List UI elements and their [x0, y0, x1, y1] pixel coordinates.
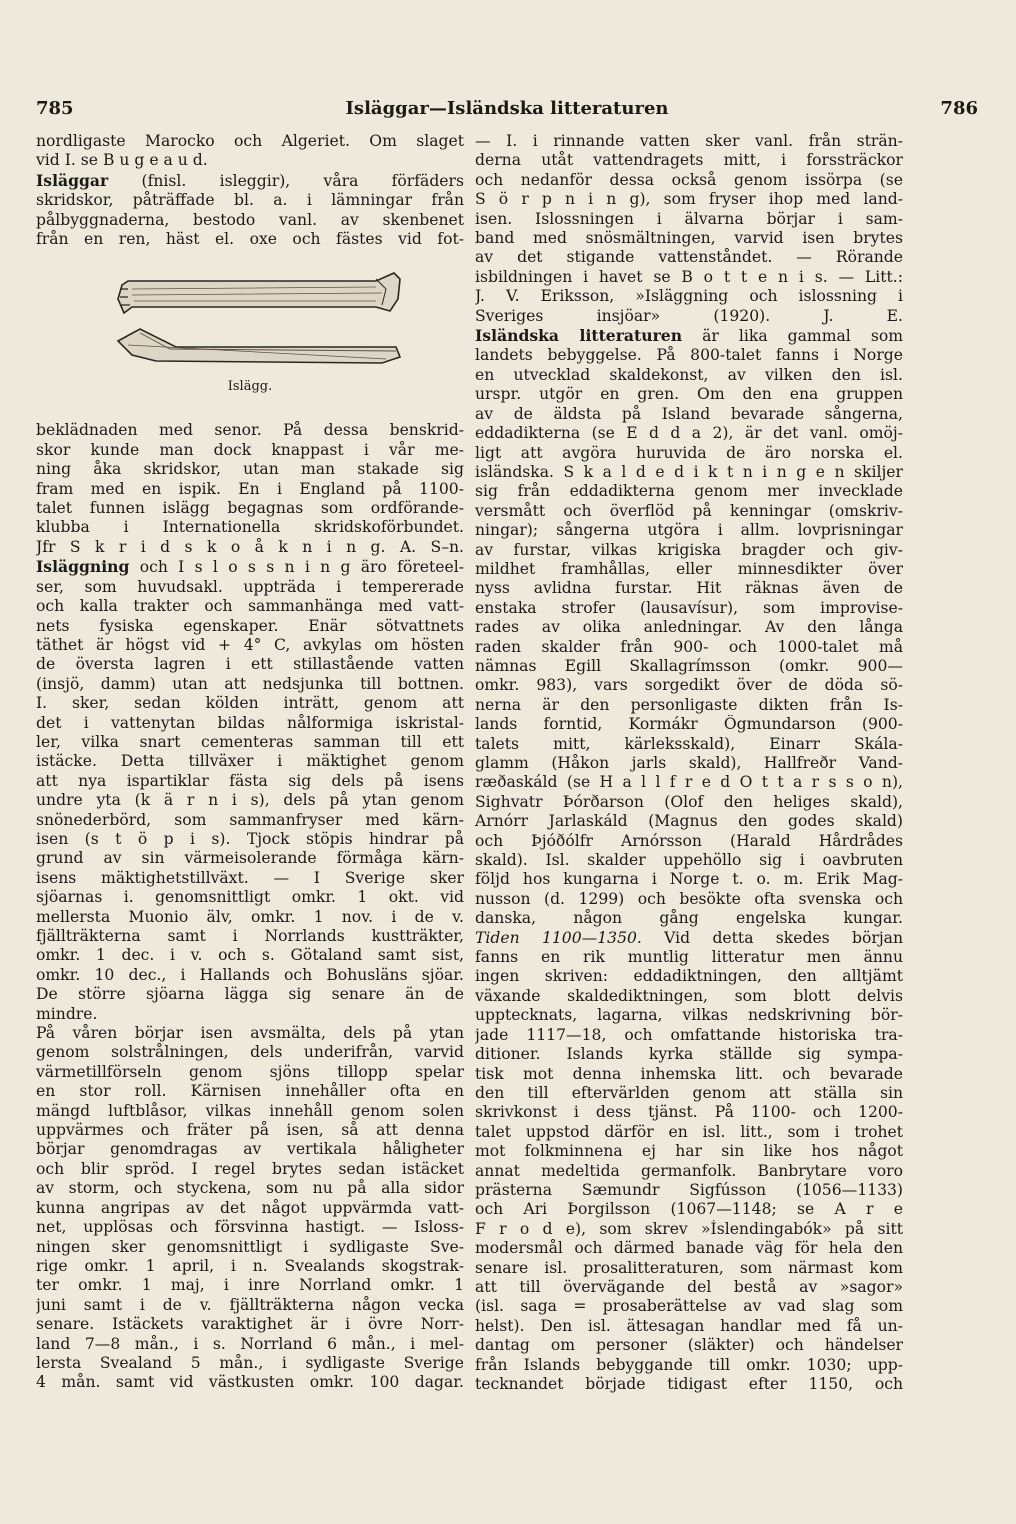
text-line: tisk mot denna inhemska litt. och bevarade — [475, 1064, 903, 1083]
figure-islagg — [36, 249, 464, 421]
text-line: klubba i Internationella skridskoförbundet. — [36, 518, 464, 537]
left-column — [36, 132, 464, 1393]
text-line: de översta lagren i ett stillastående vatten — [36, 655, 464, 674]
text-line: nerna är den personligaste dikten från Is- — [475, 695, 903, 714]
text-line: ditioner. Islands kyrka ställde sig sympa- — [475, 1045, 903, 1064]
headword: Isländska litteraturen — [475, 326, 683, 346]
text-line: ser, som huvudsakl. uppträda i tempererade — [36, 577, 464, 596]
text-line: isländska. S k a l d e d i k t n i n g e n skiljer — [475, 462, 903, 481]
text-line: band med snösmältningen, varvid isen brytes — [475, 229, 903, 248]
text-line: ingen skriven: eddadiktningen, den alltjämt — [475, 967, 903, 986]
text-line: jade 1117—18, och omfattande historiska tra- — [475, 1025, 903, 1044]
text-line: skald). Isl. skalder uppehöllo sig i oavbruten — [475, 851, 903, 870]
running-title: Isläggar—Isländska litteraturen — [345, 98, 669, 119]
text-line: isbildningen i havet se B o t t e n i s. — Litt.: — [475, 267, 903, 286]
text-line: det i vattenytan bildas nålformiga iskristal- — [36, 713, 464, 732]
text-line: ligt att avgöra huruvida de äro norska el. — [475, 443, 903, 462]
text-line: mildhet framhållas, eller minnesdikter över — [475, 559, 903, 578]
text-line: mängd luftblåsor, vilkas innehåll genom solen — [36, 1101, 464, 1120]
text-line: skrivkonst i dess tjänst. På 1100- och 1200- — [475, 1103, 903, 1122]
text-line: modersmål och därmed banade väg för hela den — [475, 1239, 903, 1258]
text-line: — I. i rinnande vatten sker vanl. från strän- — [475, 132, 903, 150]
text-line: täthet är högst vid + 4° C, avkylas om hösten — [36, 635, 464, 654]
text-line: värmetillförseln genom sjöns tillopp spelar — [36, 1062, 464, 1081]
text-line: en utvecklad skaldekonst, av vilken den isl. — [475, 365, 903, 384]
text-line: av storm, och styckena, som nu på alla sidor — [36, 1179, 464, 1198]
right-column — [475, 132, 903, 1394]
text-line: annat medeltida germanfolk. Banbrytare voro — [475, 1161, 903, 1180]
text-line: genom solstrålningen, dels underifrån, varvid — [36, 1043, 464, 1062]
text-line: mindre. — [36, 1004, 98, 1023]
text-line: ræðaskáld (se H a l l f r e d O t t a r s s o n), — [475, 773, 903, 792]
text-line: enstaka strofer (lausavísur), som improvise- — [475, 598, 903, 617]
text-block — [36, 132, 464, 171]
text-line: tecknandet började tidigast efter 1150, och — [475, 1375, 903, 1393]
text-line: skor kunde man dock knappast i vår me- — [36, 440, 464, 459]
page-number-left: 785 — [36, 98, 74, 119]
text-line: (insjö, damm) utan att nedsjunka till bottnen. — [36, 674, 464, 693]
text-line: rige omkr. 1 april, i n. Svealands skogstrak- — [36, 1256, 464, 1275]
text-line: isens mäktighetstillväxt. — I Sverige sker — [36, 868, 464, 887]
text-block — [36, 578, 464, 1393]
text-line: att nya ispartiklar fästa sig dels på isens — [36, 771, 464, 790]
text-line: ningen sker genomsnittligt i sydligaste Sve- — [36, 1237, 464, 1256]
text-line: På våren börjar isen avsmälta, dels på ytan — [36, 1024, 464, 1043]
text-line: beklädnaden med senor. På dessa benskrid- — [36, 421, 464, 440]
text-line: lands forntid, Kormákr Ögmundarson (900- — [475, 715, 903, 734]
text-line: Sighvatr Þórðarson (Olof den heliges skald), — [475, 792, 903, 811]
text-line: versmått och överflöd på kenningar (omskriv- — [475, 501, 903, 520]
page-header — [36, 98, 978, 124]
text-block — [36, 421, 464, 557]
text-line: av furstar, vilkas krigiska bragder och giv- — [475, 540, 903, 559]
text-line: ningar); sångerna utgöra i allm. lovprisningar — [475, 521, 903, 540]
text-line: talets mitt, kärleksskald), Einarr Skála- — [475, 734, 903, 753]
text-line: rades av olika anledningar. Av den långa — [475, 618, 903, 637]
text-line: undre yta (k ä r n i s), dels på ytan genom — [36, 791, 464, 810]
text-line: nyss avlidna furstar. Hit räknas även de — [475, 579, 903, 598]
text-line: nordligaste Marocko och Algeriet. Om slaget — [36, 132, 464, 150]
text-line: (isl. saga = prosaberättelse av vad slag som — [475, 1297, 903, 1316]
text-block — [36, 191, 464, 249]
text-line: glamm (Håkon jarls skald), Hallfreðr Vand- — [475, 754, 903, 772]
text-line: mellersta Muonio älv, omkr. 1 nov. i de v. — [36, 907, 464, 926]
text-line: F r o d e), som skrev »Íslendingabók» på sitt — [475, 1219, 903, 1238]
text-line: nusson (d. 1299) och besökte ofta svenska och — [475, 889, 903, 908]
text-line: lersta Svealand 5 mån., i sydligaste Sverige — [36, 1353, 464, 1372]
text-line: den till eftervärlden genom att ställa sin — [475, 1083, 903, 1102]
text-line: skridskor, påträffade bl. a. i lämningar från — [36, 191, 464, 210]
text-line: sjöarnas i. genomsnittligt omkr. 1 okt. vid — [36, 888, 464, 907]
text-line: net, upplösas och försvinna hastigt. — Isloss- — [36, 1218, 464, 1237]
text-line: fanns en rik muntlig litteratur men ännu — [475, 948, 903, 967]
text-line: pålbyggnaderna, bestodo vanl. av skenbenet — [36, 210, 464, 229]
figure-caption: Islägg. — [227, 379, 273, 395]
text-line: 4 mån. samt vid västkusten omkr. 100 dagar. — [36, 1373, 464, 1392]
text-line: och kalla trakter och sammanhänga med vatt- — [36, 597, 464, 616]
text-line: urspr. utgör en gren. Om den ena gruppen — [475, 385, 903, 404]
text-line: grund av sin värmeisolerande förmåga kärn- — [36, 849, 464, 868]
text-line: S ö r p n i n g), som fryser ihop med land- — [475, 190, 903, 209]
text-line: istäcke. Detta tillväxer i mäktighet genom — [36, 752, 464, 771]
text-block — [475, 132, 903, 326]
text-line: börjar genomdragas av vertikala håligheter — [36, 1140, 464, 1159]
text-line: talet uppstod därför en isl. litt., som i trohet — [475, 1122, 903, 1141]
text-line: omkr. 983), vars sorgedikt över de döda sö- — [475, 676, 903, 695]
entry-islaggar: Isläggar (fnisl. isleggir), våra förfäders — [36, 170, 464, 190]
text-line: raden skalder från 900- och 1000-talet må — [475, 637, 903, 656]
text-line: ler, vilka snart cementeras samman till ett — [36, 732, 464, 751]
text-line: att till övervägande del bestå av »sagor» — [475, 1277, 903, 1296]
text-line: ter omkr. 1 maj, i inre Norrland omkr. 1 — [36, 1276, 464, 1295]
text-line: I. sker, sedan kölden inträtt, genom att — [36, 694, 464, 713]
text-line: dantag om personer (släkter) och händelser — [475, 1336, 903, 1355]
text-block — [475, 948, 903, 1394]
text-line: eddadikterna (se E d d a 2), är det vanl. omöj- — [475, 424, 903, 443]
text-line: fram med en ispik. En i England på 1100- — [36, 479, 464, 498]
text-line: och Þjóðólfr Arnórsson (Harald Hårdrådes — [475, 831, 903, 850]
text-line: J. V. Eriksson, »Isläggning och islossning i — [475, 287, 903, 306]
text-line: prästerna Sæmundr Sigfússon (1056—1133) — [475, 1180, 903, 1199]
text-line: uppvärmes och fräter på isen, så att denna — [36, 1121, 464, 1140]
text-line: De större sjöarna lägga sig senare än de — [36, 985, 464, 1004]
text-line: av det stigande vattenståndet. — Rörande — [475, 248, 903, 267]
text-line: talet funnen islägg begagnas som ordförande- — [36, 499, 464, 518]
text-line: senare. Istäckets varaktighet är i övre Norr- — [36, 1315, 464, 1334]
headword: Isläggar — [36, 170, 109, 190]
text-line: en stor roll. Kärnisen innehåller ofta en — [36, 1082, 464, 1101]
entry-islandska-litteraturen: Isländska litteraturen är lika gammal som — [475, 326, 903, 346]
headword: Isläggning — [36, 557, 130, 577]
section-heading: Tiden 1100—1350. — [475, 928, 642, 947]
text-line: följd hos kungarna i Norge t. o. m. Erik Mag- — [475, 870, 903, 889]
text-line: från Islands bebyggande till omkr. 1030; upp- — [475, 1355, 903, 1374]
text-line: danska, någon gång engelska kungar. — [475, 909, 903, 928]
text-line: juni samt i de v. fjällträkterna någon vecka — [36, 1295, 464, 1314]
text-line: omkr. 1 dec. i v. och s. Götaland samt sist, — [36, 946, 464, 965]
text-line: Jfr S k r i d s k o å k n i n g. A. S–n. — [36, 537, 464, 556]
text-line: vid I. se B u g e a u d. — [36, 151, 208, 170]
text-line: ning åka skridskor, utan man stakade sig — [36, 460, 464, 479]
text-line: nets fysiska egenskaper. Enär sötvattnets — [36, 616, 464, 635]
text-line: senare isl. prosalitteraturen, som närmast kom — [475, 1258, 903, 1277]
text-line: från en ren, häst el. oxe och fästes vid fot- — [36, 230, 464, 249]
section-tiden-1100-1350: Tiden 1100—1350. Vid detta skedes början — [475, 928, 903, 947]
text-line: och nedanför dessa också genom issörpa (se — [475, 170, 903, 189]
text-line: landets bebyggelse. På 800-talet fanns i Norge — [475, 346, 903, 365]
text-line: och Ari Þorgilsson (1067—1148; se A r e — [475, 1200, 903, 1219]
text-line: helst). Den isl. ättesagan handlar med få un- — [475, 1316, 903, 1335]
text-line: omkr. 10 dec., i Hallands och Bohusläns sjöar. — [36, 965, 464, 984]
text-line: derna utåt vattendragets mitt, i forssträckor — [475, 151, 903, 170]
text-line: Sveriges insjöar» (1920). J. E. — [475, 306, 903, 325]
text-line: isen. Islossningen i älvarna börjar i sam- — [475, 209, 903, 228]
text-line: och blir spröd. I regel brytes sedan istäcket — [36, 1159, 464, 1178]
text-line: sig från eddadikterna genom mer invecklade — [475, 482, 903, 501]
text-line: isen (s t ö p i s). Tjock stöpis hindrar på — [36, 829, 464, 848]
entry-islaggning: Isläggning och I s l o s s n i n g äro företeel- — [36, 557, 464, 577]
text-line: fjällträkterna samt i Norrlands kustträkter, — [36, 927, 464, 945]
page-number-right: 786 — [940, 98, 978, 119]
text-line: upptecknats, lagarna, vilkas nedskrivning bör- — [475, 1006, 903, 1025]
text-line: Arnórr Jarlaskáld (Magnus den godes skald) — [475, 812, 903, 831]
text-block — [475, 346, 903, 928]
text-line: mot folkminnena ej har sin like hos något — [475, 1142, 903, 1161]
text-line: land 7—8 mån., i s. Norrland 6 mån., i mel- — [36, 1334, 464, 1353]
text-line: växande skaldediktningen, som blott delvis — [475, 986, 903, 1005]
text-line: snönederbörd, som sammanfryser med kärn- — [36, 810, 464, 829]
text-line: nämnas Egill Skallagrímsson (omkr. 900— — [475, 656, 903, 675]
text-line: kunna angripas av det något uppvärmda vatt- — [36, 1198, 464, 1217]
text-line: av de äldsta på Island bevarade sångerna, — [475, 404, 903, 423]
